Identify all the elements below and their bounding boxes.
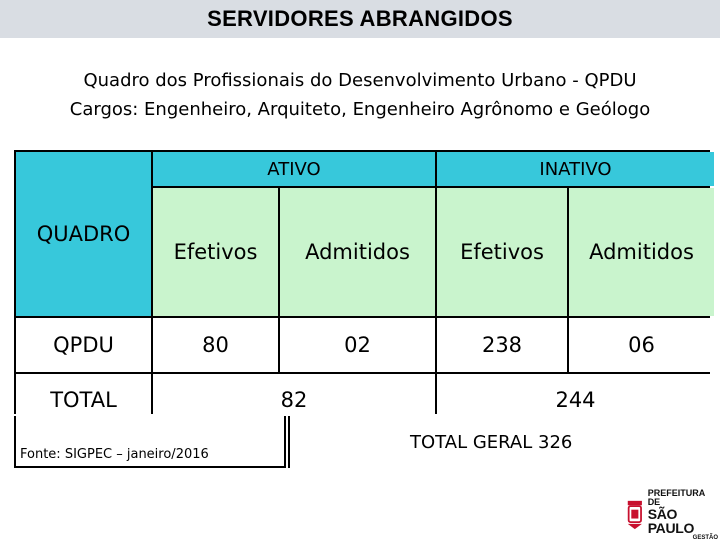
row-qpdu-label-cell: [16, 318, 151, 372]
servidores-table: [14, 150, 710, 414]
admitidos-ativo-header: [280, 188, 435, 316]
title-bar: [0, 0, 720, 38]
admitidos-inativo-header: [569, 188, 714, 316]
ativo-group-label: ATIVO: [267, 158, 321, 180]
efetivos-ativo-header: [153, 188, 278, 316]
efetivos-inativo-label: Efetivos: [460, 240, 544, 264]
subtitle-line-1: Quadro dos Profissionais do Desenvolvimento Urbano - QPDU: [83, 70, 637, 91]
total-inativo: 244: [555, 388, 596, 412]
logo-line-3: GESTÃO: [692, 535, 718, 541]
efetivos-inativo-header: [437, 188, 567, 316]
page-title: SERVIDORES ABRANGIDOS: [207, 6, 513, 31]
qpdu-admitidos-inativo-cell: [569, 318, 714, 372]
ativo-group-header: [153, 152, 435, 186]
admitidos-ativo-label: Admitidos: [305, 240, 410, 264]
qpdu-admitidos-ativo-cell: [280, 318, 435, 372]
total-geral: TOTAL GERAL 326: [410, 432, 573, 453]
admitidos-inativo-label: Admitidos: [589, 240, 694, 264]
subtitle: [0, 66, 720, 124]
prefeitura-logo: [626, 488, 718, 541]
qpdu-efetivos-ativo-cell: [153, 318, 278, 372]
logo-line-1: PREFEITURA DE: [647, 488, 705, 507]
row-total-label: TOTAL: [50, 388, 117, 412]
source-note: Fonte: SIGPEC – janeiro/2016: [20, 447, 209, 462]
quadro-header-cell: [16, 152, 151, 316]
subtitle-line-2: Cargos: Engenheiro, Arquiteto, Engenheiro Agrônomo e Geólogo: [69, 99, 651, 120]
inativo-group-label: INATIVO: [539, 158, 612, 180]
city-crest-icon: [626, 497, 644, 533]
row-qpdu-label: QPDU: [53, 333, 114, 357]
quadro-header: QUADRO: [36, 222, 131, 246]
source-box: [14, 416, 286, 468]
qpdu-efetivos-inativo: 238: [481, 333, 523, 357]
qpdu-admitidos-inativo: 06: [628, 333, 655, 357]
total-ativo: 82: [280, 388, 308, 412]
efetivos-ativo-label: Efetivos: [173, 240, 258, 264]
qpdu-admitidos-ativo: 02: [344, 333, 371, 357]
logo-text: [648, 489, 718, 541]
inativo-group-header: [437, 152, 714, 186]
logo-line-2: SÃO PAULO: [647, 506, 695, 536]
qpdu-efetivos-inativo-cell: [437, 318, 567, 372]
qpdu-efetivos-ativo: 80: [202, 333, 229, 357]
